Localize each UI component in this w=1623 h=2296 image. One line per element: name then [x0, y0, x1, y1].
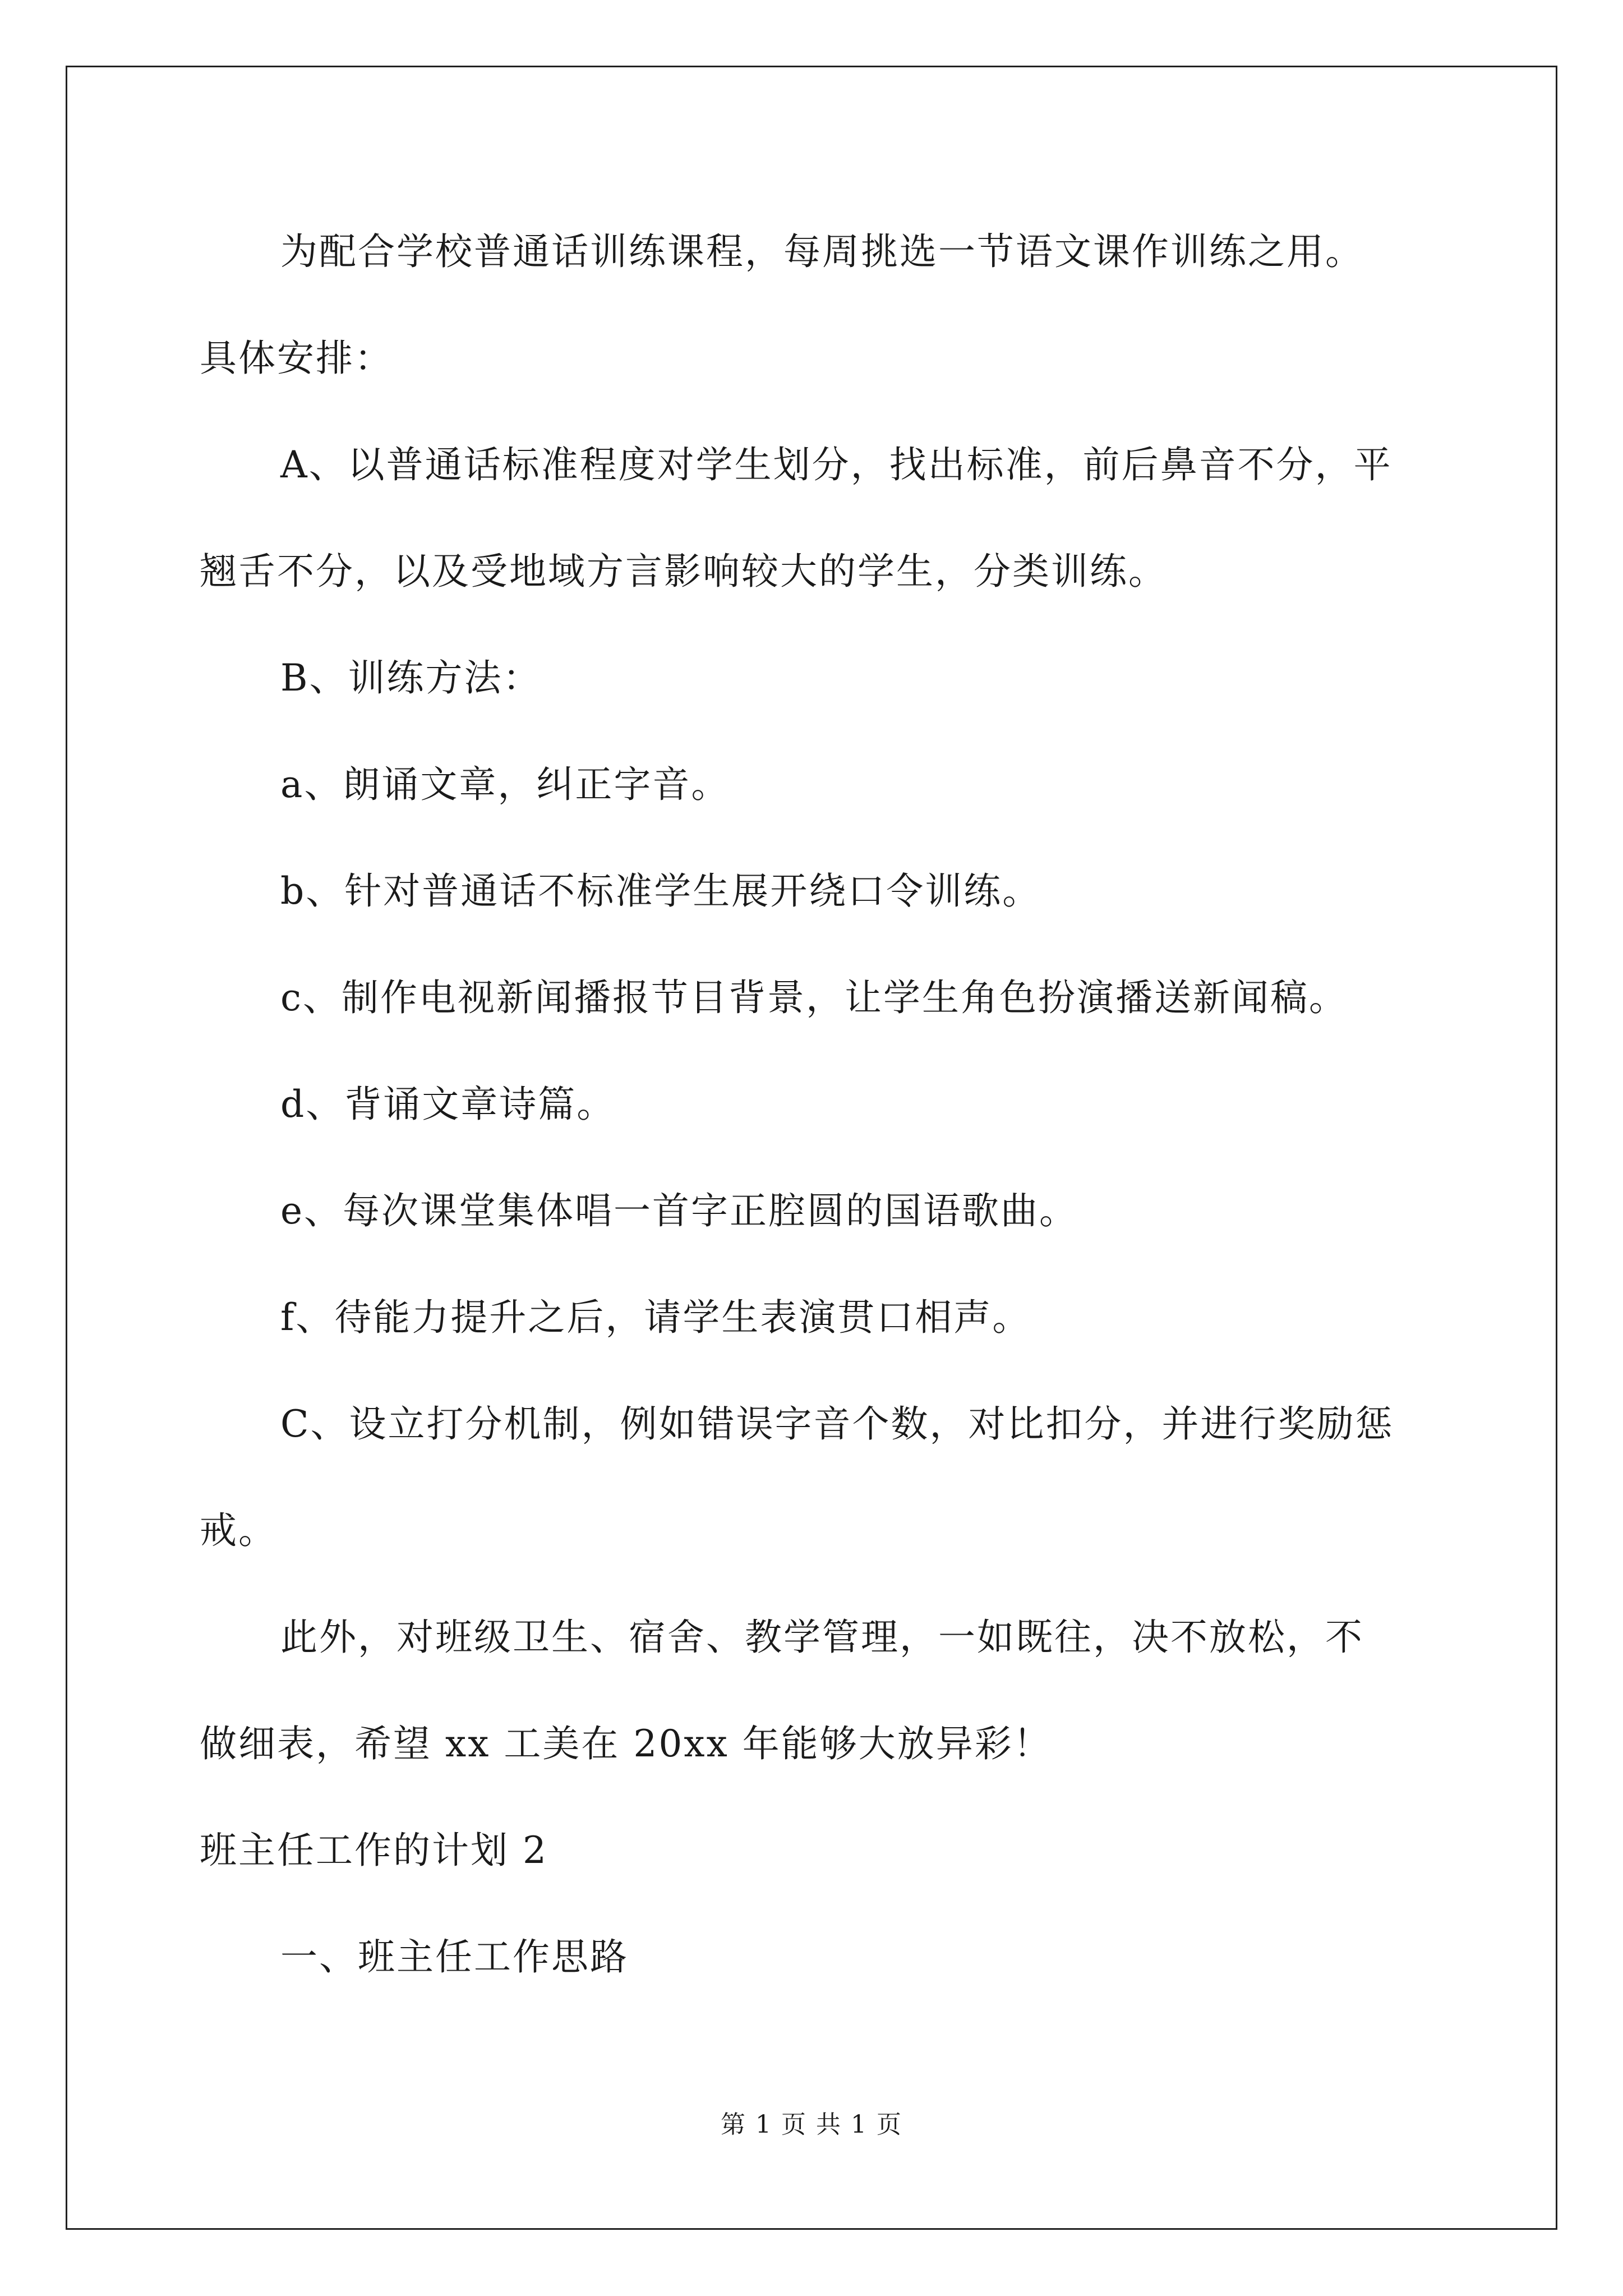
- page-border: [66, 66, 1557, 2230]
- paragraph-line: f、待能力提升之后，请学生表演贯口相声。: [280, 1296, 1031, 1339]
- paragraph-line: 具体安排：: [200, 337, 393, 380]
- paragraph-line: B、训练方法：: [280, 656, 542, 700]
- subsection-heading: 一、班主任工作思路: [280, 1935, 629, 1978]
- paragraph-line: A、以普通话标准程度对学生划分，找出标准，前后鼻音不分，平: [280, 443, 1393, 486]
- paragraph-line: 戒。: [200, 1509, 277, 1552]
- paragraph-line: 翘舌不分，以及受地域方言影响较大的学生，分类训练。: [200, 550, 1167, 593]
- paragraph-line: 此外，对班级卫生、宿舍、教学管理，一如既往，决不放松，不: [280, 1616, 1364, 1659]
- paragraph-line: e、每次课堂集体唱一首字正腔圆的国语歌曲。: [280, 1189, 1078, 1232]
- paragraph-line: b、针对普通话不标准学生展开绕口令训练。: [280, 869, 1041, 913]
- page-footer: 第 1 页 共 1 页: [721, 2110, 902, 2139]
- paragraph-line: d、背诵文章诗篇。: [280, 1083, 616, 1126]
- paragraph-line: C、设立打分机制，例如错误字音个数，对比扣分，并进行奖励惩: [280, 1402, 1394, 1446]
- paragraph-line: a、朗诵文章，纠正字音。: [280, 763, 730, 806]
- section-heading: 班主任工作的计划 2: [200, 1829, 548, 1872]
- paragraph-line: 做细表，希望 xx 工美在 20xx 年能够大放异彩！: [200, 1722, 1052, 1765]
- paragraph-line: 为配合学校普通话训练课程，每周挑选一节语文课作训练之用。: [280, 230, 1364, 273]
- paragraph-line: c、制作电视新闻播报节目背景，让学生角色扮演播送新闻稿。: [280, 976, 1348, 1019]
